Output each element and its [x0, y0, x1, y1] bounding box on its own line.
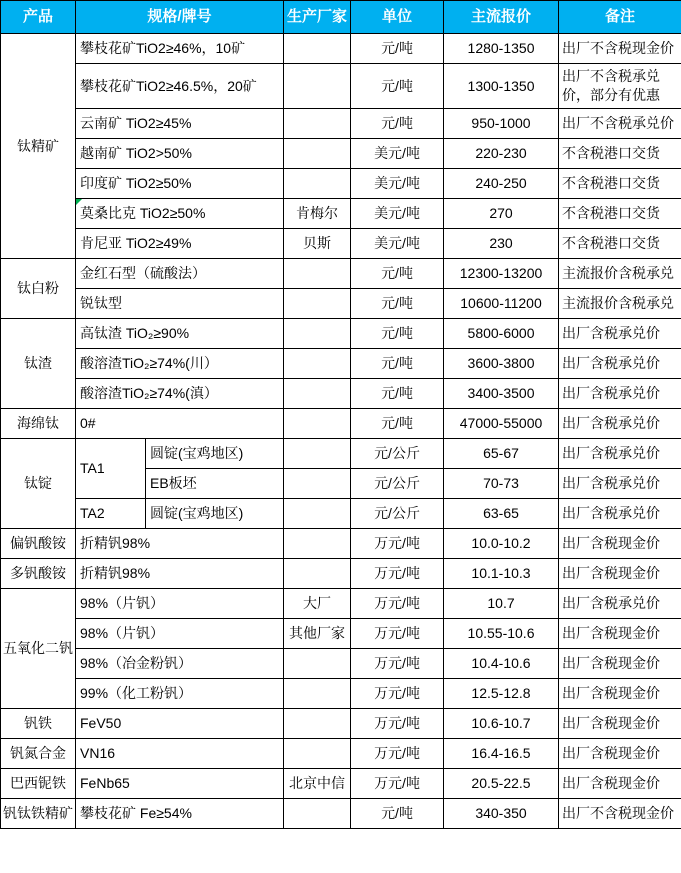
product-group-cell: 巴西铌铁	[1, 769, 76, 799]
price-cell: 63-65	[444, 499, 559, 529]
note-cell: 出厂含税现金价	[559, 559, 681, 589]
col-header-spec: 规格/牌号	[76, 1, 284, 34]
spec-cell: 折精钒98%	[76, 529, 284, 559]
note-cell: 出厂含税承兑价	[559, 589, 681, 619]
col-header-price: 主流报价	[444, 1, 559, 34]
note-cell: 出厂不含税现金价	[559, 799, 681, 829]
table-row	[1, 409, 681, 439]
unit-cell: 美元/吨	[351, 229, 444, 259]
spec-cell: 99%（化工粉钒）	[76, 679, 284, 709]
unit-cell: 万元/吨	[351, 589, 444, 619]
note-cell: 出厂含税承兑价	[559, 439, 681, 469]
price-cell: 950-1000	[444, 109, 559, 139]
manufacturer-cell: 肯梅尔	[284, 199, 351, 229]
unit-cell: 美元/吨	[351, 169, 444, 199]
spec-cell: 98%（片钒）	[76, 589, 284, 619]
spec-text: 莫桑比克 TiO2≥50%	[80, 205, 206, 222]
spec-cell: 锐钛型	[76, 289, 284, 319]
price-cell: 10600-11200	[444, 289, 559, 319]
col-header-product: 产品	[1, 1, 76, 34]
spec-cell: 高钛渣 TiO₂≥90%	[76, 319, 284, 349]
table-row	[1, 139, 681, 169]
note-cell: 出厂不含税承兑价，部分有优惠	[559, 64, 681, 109]
unit-cell: 元/吨	[351, 409, 444, 439]
note-cell: 出厂含税现金价	[559, 769, 681, 799]
note-cell: 不含税港口交货	[559, 169, 681, 199]
product-group-cell: 五氧化二钒	[1, 589, 76, 709]
product-group-cell: 海绵钛	[1, 409, 76, 439]
manufacturer-cell	[284, 139, 351, 169]
manufacturer-cell	[284, 439, 351, 469]
price-cell: 340-350	[444, 799, 559, 829]
spec-cell: 圆锭(宝鸡地区)	[146, 439, 284, 469]
note-cell: 出厂含税承兑价	[559, 499, 681, 529]
price-cell: 70-73	[444, 469, 559, 499]
spec-cell: FeNb65	[76, 769, 284, 799]
spec-cell: 98%（片钒）	[76, 619, 284, 649]
table-row	[1, 499, 681, 529]
unit-cell: 万元/吨	[351, 619, 444, 649]
note-cell: 出厂含税承兑价	[559, 469, 681, 499]
cell-note-marker	[76, 199, 82, 205]
manufacturer-cell	[284, 799, 351, 829]
price-cell: 10.1-10.3	[444, 559, 559, 589]
spec-cell: 攀枝花矿TiO2≥46%，10矿	[76, 34, 284, 64]
table-row	[1, 319, 681, 349]
spec-cell: 0#	[76, 409, 284, 439]
unit-cell: 万元/吨	[351, 649, 444, 679]
price-cell: 10.4-10.6	[444, 649, 559, 679]
col-header-manufacturer: 生产厂家	[284, 1, 351, 34]
manufacturer-cell	[284, 319, 351, 349]
manufacturer-cell	[284, 649, 351, 679]
spec-cell: 攀枝花矿 Fe≥54%	[76, 799, 284, 829]
spec-cell	[76, 199, 284, 229]
header-row	[1, 1, 681, 34]
spec-cell: 金红石型（硫酸法）	[76, 259, 284, 289]
grade-cell: TA1	[76, 439, 146, 499]
table-row	[1, 169, 681, 199]
table-row	[1, 769, 681, 799]
table-row	[1, 199, 681, 229]
product-group-cell: 钛锭	[1, 439, 76, 529]
note-cell: 不含税港口交货	[559, 199, 681, 229]
note-cell: 出厂含税承兑价	[559, 409, 681, 439]
grade-cell: TA2	[76, 499, 146, 529]
note-cell: 不含税港口交货	[559, 229, 681, 259]
unit-cell: 万元/吨	[351, 679, 444, 709]
price-cell: 270	[444, 199, 559, 229]
note-cell: 出厂含税现金价	[559, 679, 681, 709]
spec-cell: EB板坯	[146, 469, 284, 499]
unit-cell: 万元/吨	[351, 529, 444, 559]
product-group-cell: 钒氮合金	[1, 739, 76, 769]
spec-cell: FeV50	[76, 709, 284, 739]
manufacturer-cell: 其他厂家	[284, 619, 351, 649]
manufacturer-cell	[284, 259, 351, 289]
manufacturer-cell	[284, 349, 351, 379]
table-row	[1, 439, 681, 469]
spec-cell: 酸溶渣TiO₂≥74%(滇）	[76, 379, 284, 409]
spec-cell: 肯尼亚 TiO2≥49%	[76, 229, 284, 259]
note-cell: 出厂不含税现金价	[559, 34, 681, 64]
unit-cell: 元/吨	[351, 64, 444, 109]
table-row	[1, 34, 681, 64]
product-group-cell: 偏钒酸铵	[1, 529, 76, 559]
manufacturer-cell	[284, 64, 351, 109]
spec-cell: 98%（冶金粉钒）	[76, 649, 284, 679]
spec-cell: 酸溶渣TiO₂≥74%(川）	[76, 349, 284, 379]
spec-cell: 圆锭(宝鸡地区)	[146, 499, 284, 529]
manufacturer-cell: 大厂	[284, 589, 351, 619]
manufacturer-cell	[284, 559, 351, 589]
unit-cell: 万元/吨	[351, 739, 444, 769]
table-row	[1, 229, 681, 259]
table-row	[1, 64, 681, 109]
table-row	[1, 109, 681, 139]
table-row	[1, 589, 681, 619]
unit-cell: 元/吨	[351, 799, 444, 829]
note-cell: 出厂含税现金价	[559, 529, 681, 559]
price-cell: 10.6-10.7	[444, 709, 559, 739]
product-group-cell: 钛精矿	[1, 34, 76, 259]
product-group-cell: 钒铁	[1, 709, 76, 739]
table-row	[1, 349, 681, 379]
table-row	[1, 649, 681, 679]
spec-cell: 越南矿 TiO2>50%	[76, 139, 284, 169]
unit-cell: 元/公斤	[351, 499, 444, 529]
spec-cell: 攀枝花矿TiO2≥46.5%，20矿	[76, 64, 284, 109]
manufacturer-cell	[284, 679, 351, 709]
unit-cell: 美元/吨	[351, 199, 444, 229]
unit-cell: 万元/吨	[351, 709, 444, 739]
manufacturer-cell	[284, 499, 351, 529]
table-row	[1, 679, 681, 709]
price-cell: 230	[444, 229, 559, 259]
note-cell: 出厂含税承兑价	[559, 349, 681, 379]
table-row	[1, 259, 681, 289]
manufacturer-cell	[284, 529, 351, 559]
table-row	[1, 619, 681, 649]
table-row	[1, 799, 681, 829]
unit-cell: 元/吨	[351, 34, 444, 64]
unit-cell: 元/吨	[351, 319, 444, 349]
price-cell: 1280-1350	[444, 34, 559, 64]
spec-cell: 折精钒98%	[76, 559, 284, 589]
note-cell: 出厂含税现金价	[559, 709, 681, 739]
spec-cell: VN16	[76, 739, 284, 769]
price-cell: 16.4-16.5	[444, 739, 559, 769]
table-row	[1, 739, 681, 769]
manufacturer-cell	[284, 379, 351, 409]
unit-cell: 美元/吨	[351, 139, 444, 169]
manufacturer-cell	[284, 289, 351, 319]
note-cell: 出厂含税现金价	[559, 739, 681, 769]
table-row	[1, 559, 681, 589]
price-cell: 3600-3800	[444, 349, 559, 379]
product-group-cell: 钒钛铁精矿	[1, 799, 76, 829]
spec-cell: 云南矿 TiO2≥45%	[76, 109, 284, 139]
price-cell: 12300-13200	[444, 259, 559, 289]
unit-cell: 元/公斤	[351, 469, 444, 499]
price-cell: 20.5-22.5	[444, 769, 559, 799]
table-row	[1, 709, 681, 739]
table-row	[1, 379, 681, 409]
price-cell: 10.55-10.6	[444, 619, 559, 649]
price-cell: 47000-55000	[444, 409, 559, 439]
note-cell: 主流报价含税承兑	[559, 259, 681, 289]
price-cell: 10.0-10.2	[444, 529, 559, 559]
unit-cell: 元/公斤	[351, 439, 444, 469]
price-cell: 5800-6000	[444, 319, 559, 349]
unit-cell: 元/吨	[351, 259, 444, 289]
note-cell: 主流报价含税承兑	[559, 289, 681, 319]
note-cell: 出厂含税现金价	[559, 649, 681, 679]
manufacturer-cell	[284, 469, 351, 499]
spec-cell: 印度矿 TiO2≥50%	[76, 169, 284, 199]
unit-cell: 万元/吨	[351, 559, 444, 589]
product-group-cell: 多钒酸铵	[1, 559, 76, 589]
price-cell: 65-67	[444, 439, 559, 469]
manufacturer-cell: 北京中信	[284, 769, 351, 799]
manufacturer-cell	[284, 709, 351, 739]
manufacturer-cell	[284, 169, 351, 199]
manufacturer-cell	[284, 409, 351, 439]
price-cell: 3400-3500	[444, 379, 559, 409]
unit-cell: 元/吨	[351, 379, 444, 409]
product-group-cell: 钛白粉	[1, 259, 76, 319]
manufacturer-cell: 贝斯	[284, 229, 351, 259]
note-cell: 出厂不含税承兑价	[559, 109, 681, 139]
table-row	[1, 289, 681, 319]
col-header-unit: 单位	[351, 1, 444, 34]
product-group-cell: 钛渣	[1, 319, 76, 409]
note-cell: 不含税港口交货	[559, 139, 681, 169]
note-cell: 出厂含税现金价	[559, 619, 681, 649]
unit-cell: 元/吨	[351, 109, 444, 139]
manufacturer-cell	[284, 109, 351, 139]
price-cell: 1300-1350	[444, 64, 559, 109]
unit-cell: 元/吨	[351, 349, 444, 379]
price-cell: 10.7	[444, 589, 559, 619]
manufacturer-cell	[284, 34, 351, 64]
unit-cell: 元/吨	[351, 289, 444, 319]
col-header-note: 备注	[559, 1, 681, 34]
price-cell: 12.5-12.8	[444, 679, 559, 709]
table-row	[1, 529, 681, 559]
manufacturer-cell	[284, 739, 351, 769]
price-cell: 240-250	[444, 169, 559, 199]
note-cell: 出厂含税承兑价	[559, 319, 681, 349]
note-cell: 出厂含税承兑价	[559, 379, 681, 409]
price-cell: 220-230	[444, 139, 559, 169]
unit-cell: 万元/吨	[351, 769, 444, 799]
